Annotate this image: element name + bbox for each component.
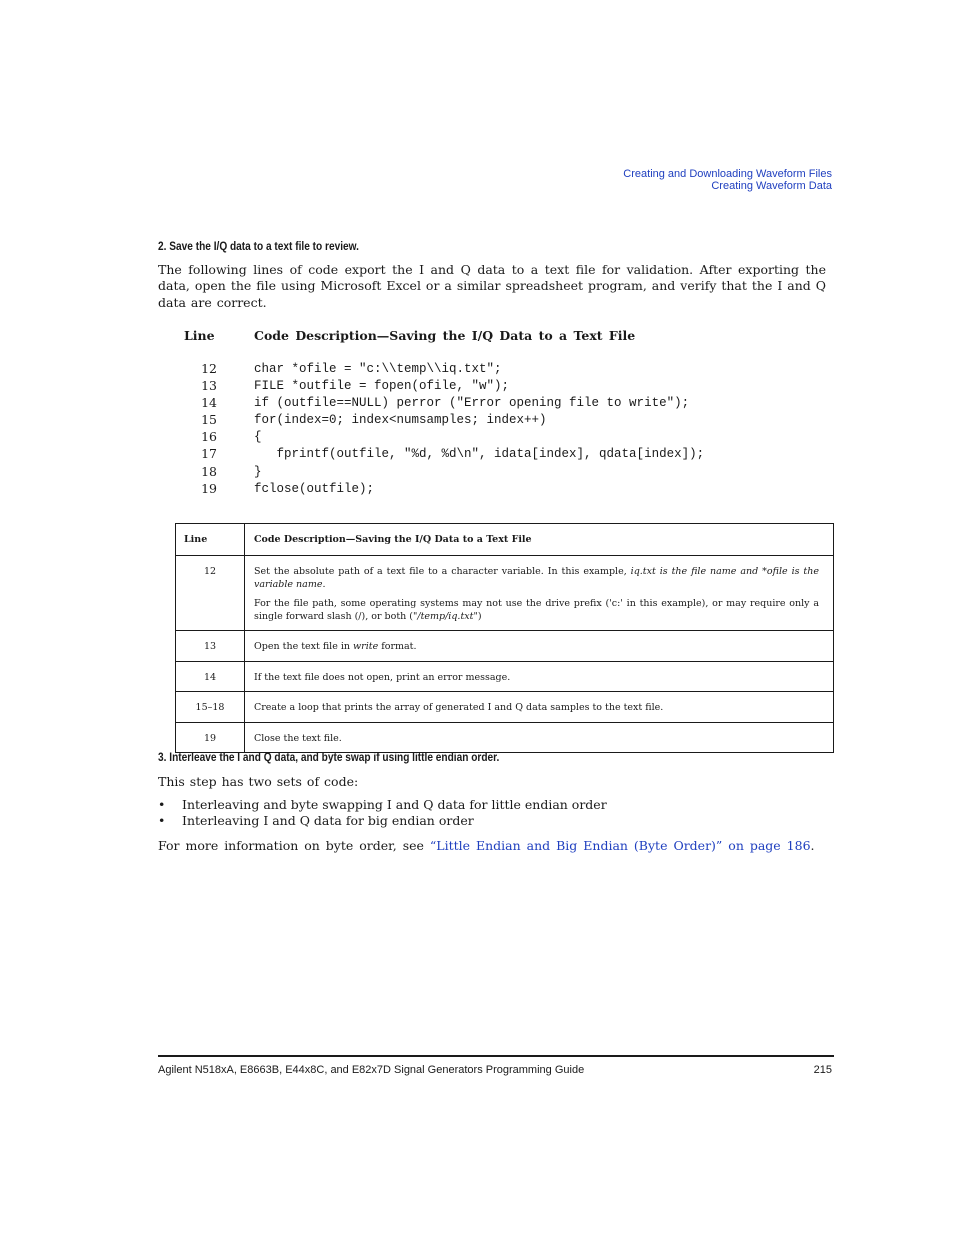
table-cell-line: 15–18 [176, 692, 245, 723]
table-cell-line: 13 [176, 631, 245, 662]
byte-order-link[interactable]: “Little Endian and Big Endian (Byte Order)” on page 186 [429, 838, 811, 853]
running-header-chapter: Creating and Downloading Waveform Files [623, 168, 832, 180]
step-2-body: The following lines of code export the I and Q data to a text file for validation. After exporting the data, open the file using Microsoft Excel or a similar spreadsheet program, and verify that the I and Q data are correct. [158, 262, 826, 310]
byte-order-reference: For more information on byte order, see “Little Endian and Big Endian (Byte Order)” on page 186. [158, 838, 815, 853]
table-cell-description: Create a loop that prints the array of generated I and Q data samples to the text file. [245, 692, 834, 723]
list-item: • Interleaving I and Q data for big endian order [158, 813, 474, 828]
footer-title: Agilent N518xA, E8663B, E44x8C, and E82x7D Signal Generators Programming Guide [158, 1064, 585, 1076]
code-listing-line-header: Line [184, 328, 215, 343]
table-cell-line: 12 [176, 556, 245, 631]
code-line-number: 19 [201, 481, 217, 496]
table-header-row [176, 524, 834, 556]
bullet-icon: • [158, 797, 166, 812]
page-number: 215 [813, 1064, 832, 1076]
table-header-description: Code Description—Saving the I/Q Data to a Text File [245, 524, 834, 556]
code-line: fprintf(outfile, "%d, %d\n", idata[index], qdata[index]); [254, 447, 705, 461]
table-header-line: Line [176, 524, 245, 556]
table-cell-description: Set the absolute path of a text file to a character variable. In this example, iq.txt is the file name and *ofile is the variable name. For the file path, some operating systems may not use the drive prefix ('c:' in this example), or may require only a single forward slash (/), or both ("/temp/iq.txt") [245, 556, 834, 631]
code-line: FILE *outfile = fopen(ofile, "w"); [254, 379, 510, 393]
code-line-number: 13 [201, 378, 217, 393]
code-description-table [175, 523, 834, 753]
step-3-intro: This step has two sets of code: [158, 774, 359, 789]
table-cell-description: Open the text file in write format. [245, 631, 834, 662]
running-header-section: Creating Waveform Data [711, 180, 832, 192]
code-listing-desc-header: Code Description—Saving the I/Q Data to a Text File [254, 328, 636, 343]
bullet-icon: • [158, 813, 166, 828]
table-cell-line: 19 [176, 722, 245, 753]
table-row [176, 556, 834, 631]
code-line-number: 18 [201, 464, 217, 479]
table-cell-description: If the text file does not open, print an error message. [245, 661, 834, 692]
code-line-number: 14 [201, 395, 217, 410]
table-row [176, 661, 834, 692]
list-item: • Interleaving and byte swapping I and Q data for little endian order [158, 797, 607, 812]
code-line: if (outfile==NULL) perror ("Error opening file to write"); [254, 396, 690, 410]
table-row [176, 631, 834, 662]
table-cell-description: Close the text file. [245, 722, 834, 753]
code-line-number: 15 [201, 412, 217, 427]
code-line: fclose(outfile); [254, 482, 375, 496]
code-line: { [254, 430, 262, 444]
step-2-heading: 2. Save the I/Q data to a text file to review. [158, 241, 359, 253]
footer-rule [158, 1055, 834, 1057]
code-line-number: 12 [201, 361, 217, 376]
table-cell-line: 14 [176, 661, 245, 692]
code-line: for(index=0; index<numsamples; index++) [254, 413, 547, 427]
table-row [176, 722, 834, 753]
code-line-number: 16 [201, 429, 217, 444]
code-line-number: 17 [201, 446, 217, 461]
table-row [176, 692, 834, 723]
code-line: } [254, 465, 262, 479]
code-line: char *ofile = "c:\\temp\\iq.txt"; [254, 362, 502, 376]
step-3-heading: 3. Interleave the I and Q data, and byte swap if using little endian order. [158, 752, 500, 764]
